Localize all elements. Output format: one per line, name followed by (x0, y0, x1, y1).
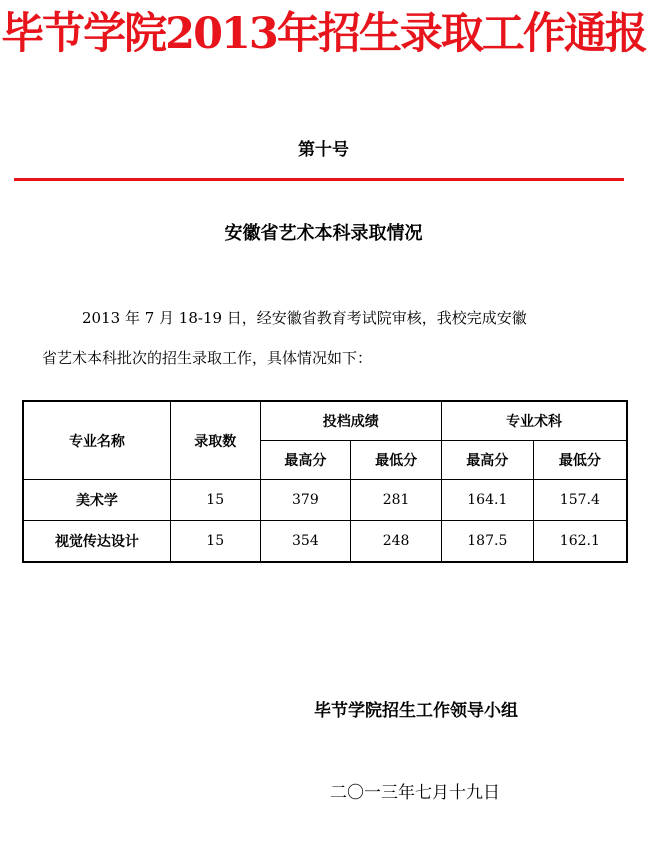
table-row (23, 480, 627, 521)
cell-specialty-min: 162.1 (533, 521, 627, 563)
red-divider (14, 178, 624, 181)
cell-filing-max: 354 (260, 521, 351, 563)
cell-specialty-max: 164.1 (441, 480, 533, 521)
header-specialty-min: 最低分 (533, 441, 627, 480)
cell-specialty-min: 157.4 (533, 480, 627, 521)
cell-filing-max: 379 (260, 480, 351, 521)
table-header-row (23, 401, 627, 441)
masthead-title: 毕节学院2013年招生录取工作通报 (1, 9, 646, 59)
header-filing-score: 投档成绩 (260, 401, 441, 441)
cell-major: 美术学 (23, 480, 170, 521)
header-specialty-max: 最高分 (441, 441, 533, 480)
header-major: 专业名称 (23, 401, 170, 480)
header-specialty-score: 专业术科 (441, 401, 627, 441)
issue-number: 第十号 (298, 140, 349, 160)
document-title: 安徽省艺术本科录取情况 (224, 223, 423, 244)
issue-date: 二〇一三年七月十九日 (330, 783, 500, 803)
header-filing-max: 最高分 (260, 441, 351, 480)
cell-specialty-max: 187.5 (441, 521, 533, 563)
body-paragraph-line-2: 省艺术本科批次的招生录取工作，具体情况如下： (42, 349, 373, 367)
header-filing-min: 最低分 (351, 441, 442, 480)
signature: 毕节学院招生工作领导小组 (314, 701, 518, 721)
cell-admitted: 15 (170, 480, 260, 521)
table-row (23, 521, 627, 563)
header-admitted: 录取数 (170, 401, 260, 480)
cell-filing-min: 248 (351, 521, 442, 563)
cell-major: 视觉传达设计 (23, 521, 170, 563)
cell-filing-min: 281 (351, 480, 442, 521)
cell-admitted: 15 (170, 521, 260, 563)
body-paragraph-line-1: 2013 年 7 月 18-19 日，经安徽省教育考试院审核，我校完成安徽 (82, 309, 527, 327)
admission-table (22, 400, 628, 563)
